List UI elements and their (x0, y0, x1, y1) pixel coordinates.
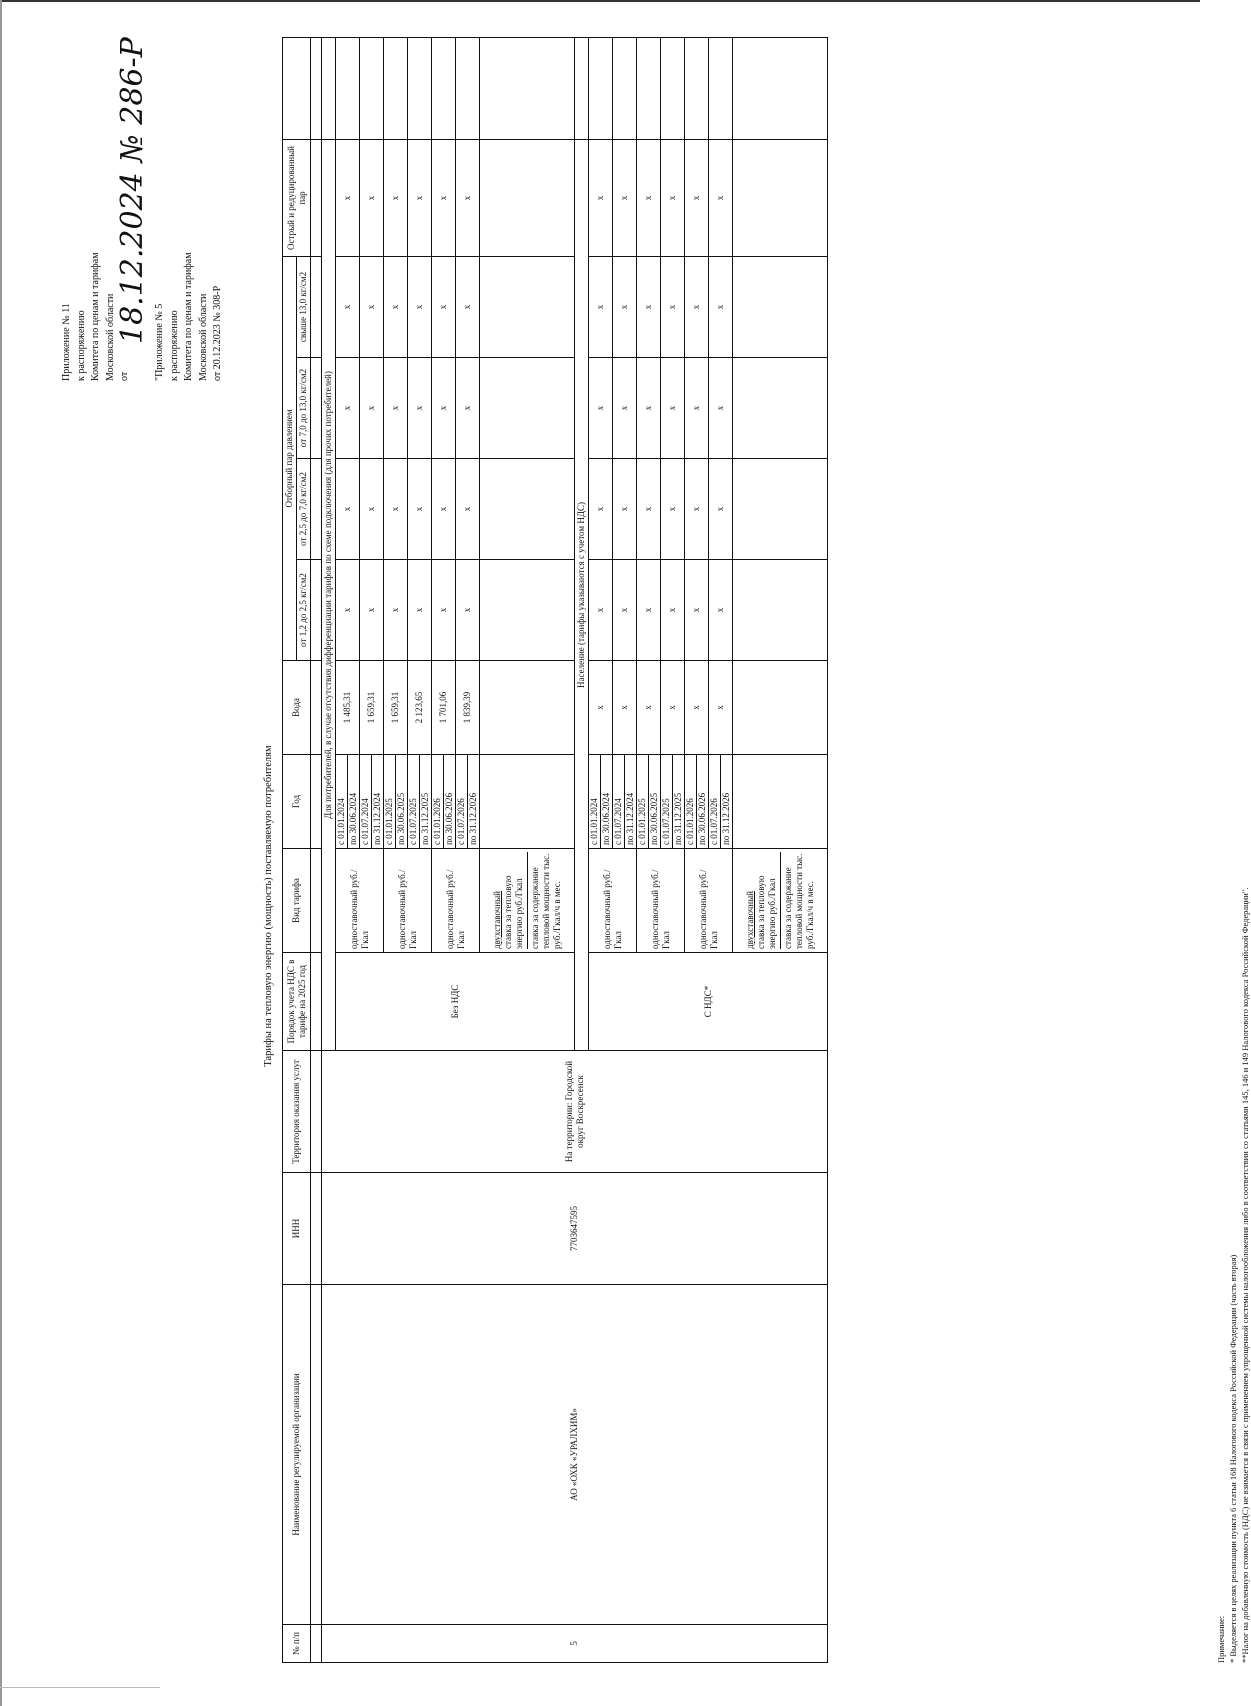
water-value: x (661, 661, 685, 755)
col-number (311, 358, 322, 459)
sharp-steam-value: x (336, 139, 360, 256)
empty-cell (480, 755, 575, 849)
steam-3-value: x (709, 358, 733, 459)
appendix-line: Комитета по ценам и тарифам (90, 252, 101, 381)
capacity-rate-label: ставка за содержание тепловой мощности тыс. руб./Гкал/ч в мес. (529, 853, 562, 949)
tariff-type: одноставочный руб./Гкал (637, 849, 685, 953)
period-from: с 01.07.2024 (613, 755, 625, 848)
steam-4-value: x (384, 256, 408, 357)
period-to: по 31.12.2026 (721, 792, 731, 845)
steam-4-value: x (336, 256, 360, 357)
period-from: с 01.01.2026 (685, 755, 697, 848)
col-number (311, 755, 322, 849)
period-cell (637, 755, 661, 849)
steam-1-value: x (709, 560, 733, 661)
tariff-type: одноставочный руб./Гкал (432, 849, 480, 953)
steam-2-value: x (456, 459, 480, 560)
col-number (311, 139, 322, 256)
section-row-other-consumers (322, 37, 336, 1662)
org-inn: 7703647595 (322, 1173, 828, 1285)
energy-rate-label: ставка за тепловую энергию руб./Гкал (503, 852, 528, 949)
steam-1-value: x (685, 560, 709, 661)
extra-cell (432, 37, 456, 139)
energy-rate-label: ставка за тепловую энергию руб./Гкал (756, 852, 781, 949)
steam-2-value: x (384, 459, 408, 560)
vat-mode: Без НДС (336, 953, 575, 1051)
sharp-steam-value: x (360, 139, 384, 256)
steam-2-value: x (589, 459, 613, 560)
extra-cell (384, 37, 408, 139)
org-number: 5 (322, 1625, 828, 1663)
steam-3-value: x (637, 358, 661, 459)
empty-cell (733, 139, 828, 256)
tariff-type: одноставочный руб./Гкал (384, 849, 432, 953)
extra-cell (709, 37, 733, 139)
steam-3-value: x (589, 358, 613, 459)
footnotes (1215, 63, 1251, 1663)
steam-2-value: x (661, 459, 685, 560)
steam-4-value: x (432, 256, 456, 357)
steam-1-value: x (336, 560, 360, 661)
steam-2-value: x (360, 459, 384, 560)
org-name: АО «ОХК «УРАЛХИМ» (322, 1285, 828, 1625)
header-num: № п/п (283, 1625, 311, 1663)
steam-3-value: x (456, 358, 480, 459)
prev-appendix-line: Московской области (197, 293, 209, 381)
header-year: Год (283, 755, 311, 849)
extra-cell (637, 37, 661, 139)
col-number (311, 1173, 322, 1285)
empty-cell (733, 358, 828, 459)
water-value: 1 485,31 (336, 661, 360, 755)
period-cell (360, 755, 384, 849)
header-sharp-steam: Острый и редуцированный пар (283, 139, 311, 256)
empty-cell (480, 560, 575, 661)
period-to: по 31.12.2025 (420, 792, 430, 845)
handwritten-text: 18.12.2024 № 286-Р (115, 37, 150, 344)
steam-3-value: x (432, 358, 456, 459)
period-to: по 30.06.2025 (396, 792, 406, 845)
steam-3-value: x (336, 358, 360, 459)
prev-appendix-date: от 20.12.2023 № 308-Р (212, 285, 223, 381)
period-cell (456, 755, 480, 849)
prev-appendix-number: "Приложение № 5 (154, 303, 165, 381)
sharp-steam-value: x (685, 139, 709, 256)
steam-2-value: x (637, 459, 661, 560)
steam-1-value: x (360, 560, 384, 661)
tariff-type-two-rate (480, 849, 575, 953)
period-cell (384, 755, 408, 849)
period-to: по 30.06.2024 (601, 792, 611, 845)
col-number (311, 459, 322, 560)
appendix-number: Приложение № 11 (61, 303, 72, 381)
tariff-table (282, 37, 828, 1663)
water-value: x (637, 661, 661, 755)
period-cell (613, 755, 637, 849)
water-value: x (589, 661, 613, 755)
handwritten-signature-image (98, 37, 158, 356)
empty-cell (733, 459, 828, 560)
steam-4-value: x (589, 256, 613, 357)
empty-cell (733, 755, 828, 849)
steam-2-value: x (408, 459, 432, 560)
empty-cell (480, 459, 575, 560)
extra-cell (360, 37, 384, 139)
steam-4-value: x (360, 256, 384, 357)
empty-cell (480, 661, 575, 755)
period-cell (432, 755, 456, 849)
steam-4-value: x (613, 256, 637, 357)
period-to: по 30.06.2024 (348, 792, 358, 845)
sharp-steam-value: x (589, 139, 613, 256)
water-value: 1 701,06 (432, 661, 456, 755)
empty-cell (480, 358, 575, 459)
period-cell (589, 755, 613, 849)
steam-4-value: x (408, 256, 432, 357)
period-to: по 31.12.2026 (468, 792, 478, 845)
table-header-row (283, 37, 297, 1662)
steam-1-value: x (408, 560, 432, 661)
period-from: с 01.01.2026 (432, 755, 444, 848)
capacity-rate-label: ставка за содержание тепловой мощности тыс. руб./Гкал/ч в мес. (782, 853, 815, 949)
extra-cell (613, 37, 637, 139)
period-from: с 01.01.2025 (637, 755, 649, 848)
two-rate-label: двухставочный (491, 891, 502, 949)
extra-cell (685, 37, 709, 139)
period-to: по 31.12.2025 (673, 792, 683, 845)
header-vat: Порядок учета НДС в тарифе на 2025 год (283, 953, 311, 1051)
prev-appendix-line: Комитета по ценам и тарифам (183, 252, 194, 381)
col-number (311, 37, 322, 139)
steam-3-value: x (685, 358, 709, 459)
handwritten-date-number (98, 37, 158, 356)
sharp-steam-value: x (661, 139, 685, 256)
column-number-row (311, 37, 322, 1662)
tariff-type: одноставочный руб./Гкал (685, 849, 733, 953)
water-value: 2 123,65 (408, 661, 432, 755)
period-cell (661, 755, 685, 849)
document-title: Тарифы на тепловую энергию (мощность) поставляемую потребителям (263, 745, 274, 1067)
period-to: по 31.12.2024 (625, 792, 635, 845)
col-number (311, 256, 322, 357)
period-cell (336, 755, 360, 849)
empty-cell (733, 560, 828, 661)
period-from: с 01.07.2026 (456, 755, 468, 848)
tariff-type: одноставочный руб./Гкал (589, 849, 637, 953)
org-territory: На территории: Городской округ Воскресенск (322, 1051, 828, 1173)
steam-1-value: x (456, 560, 480, 661)
header-steam-4: свыше 13,0 кг/см2 (297, 256, 311, 357)
empty-cell (480, 139, 575, 256)
steam-3-value: x (408, 358, 432, 459)
header-org: Наименование регулируемой организации (283, 1285, 311, 1625)
steam-1-value: x (613, 560, 637, 661)
extra-cell (589, 37, 613, 139)
header-steam-2: от 2,5 до 7,0 кг/см2 (297, 459, 311, 560)
period-to: по 30.06.2026 (697, 792, 707, 845)
extra-cell (456, 37, 480, 139)
steam-2-value: x (613, 459, 637, 560)
empty-cell (733, 661, 828, 755)
empty-cell (733, 37, 828, 139)
period-cell (408, 755, 432, 849)
extra-cell (408, 37, 432, 139)
water-value: x (685, 661, 709, 755)
sharp-steam-value: x (432, 139, 456, 256)
period-from: с 01.01.2024 (336, 755, 348, 848)
steam-1-value: x (637, 560, 661, 661)
sharp-steam-value: x (408, 139, 432, 256)
steam-2-value: x (709, 459, 733, 560)
header-tariff-type: Вид тарифа (283, 849, 311, 953)
steam-4-value: x (709, 256, 733, 357)
water-value: 1 839,39 (456, 661, 480, 755)
sharp-steam-value: x (384, 139, 408, 256)
header-empty (283, 37, 311, 139)
period-to: по 30.06.2026 (444, 792, 454, 845)
period-from: с 01.07.2024 (360, 755, 372, 848)
steam-3-value: x (613, 358, 637, 459)
header-steam-group: Отборный пар давлением (283, 256, 297, 660)
period-from: с 01.01.2024 (589, 755, 601, 848)
extra-cell (661, 37, 685, 139)
empty-cell (480, 37, 575, 139)
steam-3-value: x (661, 358, 685, 459)
section-empty (322, 37, 336, 139)
tariff-type: одноставочный руб./Гкал (336, 849, 384, 953)
period-from: с 01.07.2025 (661, 755, 673, 848)
header-inn: ИНН (283, 1173, 311, 1285)
header-steam-1: от 1,2 до 2,5 кг/см2 (297, 560, 311, 661)
steam-2-value: x (432, 459, 456, 560)
steam-1-value: x (589, 560, 613, 661)
steam-4-value: x (685, 256, 709, 357)
sharp-steam-value: x (709, 139, 733, 256)
previous-appendix-header (153, 81, 226, 381)
steam-1-value: x (384, 560, 408, 661)
section-title: Для потребителей, в случае отсутствия дифференциации тарифов по схеме подключения (для прочих потребителей) (322, 139, 336, 1050)
section-title: Население (тарифы указываются с учетом НДС) (575, 139, 589, 1050)
header-territory: Территория оказания услуг (283, 1051, 311, 1173)
water-value: x (613, 661, 637, 755)
period-from: с 01.01.2025 (384, 755, 396, 848)
steam-1-value: x (432, 560, 456, 661)
appendix-line: к распоряжению (75, 310, 87, 381)
appendix-line: Московской области (104, 293, 116, 381)
appendix-date-prefix: от (119, 371, 130, 381)
sharp-steam-value: x (613, 139, 637, 256)
water-value: x (709, 661, 733, 755)
extra-cell (336, 37, 360, 139)
sharp-steam-value: x (637, 139, 661, 256)
col-number (311, 560, 322, 661)
period-to: по 30.06.2025 (649, 792, 659, 845)
period-cell (709, 755, 733, 849)
steam-4-value: x (661, 256, 685, 357)
two-rate-label: двухставочный (744, 891, 755, 949)
col-number (311, 1285, 322, 1625)
footnote-2: **Налог на добавленную стоимость (НДС) не взимается в связи с применением упрощенной системы налогообложения либо в соответствии со статьями 145, 146 и 149 Налогового кодекса Российской Федерации". (1240, 887, 1250, 1663)
footnote-1: * Выделяется в целях реализации пункта 6 статьи 168 Налогового кодекса Российской Федерации (часть вторая) (1228, 1254, 1238, 1663)
period-from: с 01.07.2025 (408, 755, 420, 848)
footnotes-title: Примечание: (1216, 1615, 1226, 1663)
steam-2-value: x (336, 459, 360, 560)
tariff-type-two-rate (733, 849, 828, 953)
water-value: 1 659,31 (384, 661, 408, 755)
col-number (311, 953, 322, 1051)
col-number (311, 1051, 322, 1173)
steam-3-value: x (360, 358, 384, 459)
vat-mode: С НДС* (589, 953, 828, 1051)
col-number (311, 661, 322, 755)
col-number (311, 1625, 322, 1663)
prev-appendix-line: к распоряжению (168, 310, 180, 381)
sharp-steam-value: x (456, 139, 480, 256)
steam-3-value: x (384, 358, 408, 459)
header-water: Вода (283, 661, 311, 755)
steam-1-value: x (661, 560, 685, 661)
header-steam-3: от 7,0 до 13,0 кг/см2 (297, 358, 311, 459)
empty-cell (733, 256, 828, 357)
empty-cell (480, 256, 575, 357)
steam-4-value: x (637, 256, 661, 357)
period-to: по 31.12.2024 (372, 792, 382, 845)
col-number (311, 849, 322, 953)
period-cell (685, 755, 709, 849)
water-value: 1 659,31 (360, 661, 384, 755)
steam-2-value: x (685, 459, 709, 560)
section-empty (575, 37, 589, 139)
steam-4-value: x (456, 256, 480, 357)
period-from: с 01.07.2026 (709, 755, 721, 848)
